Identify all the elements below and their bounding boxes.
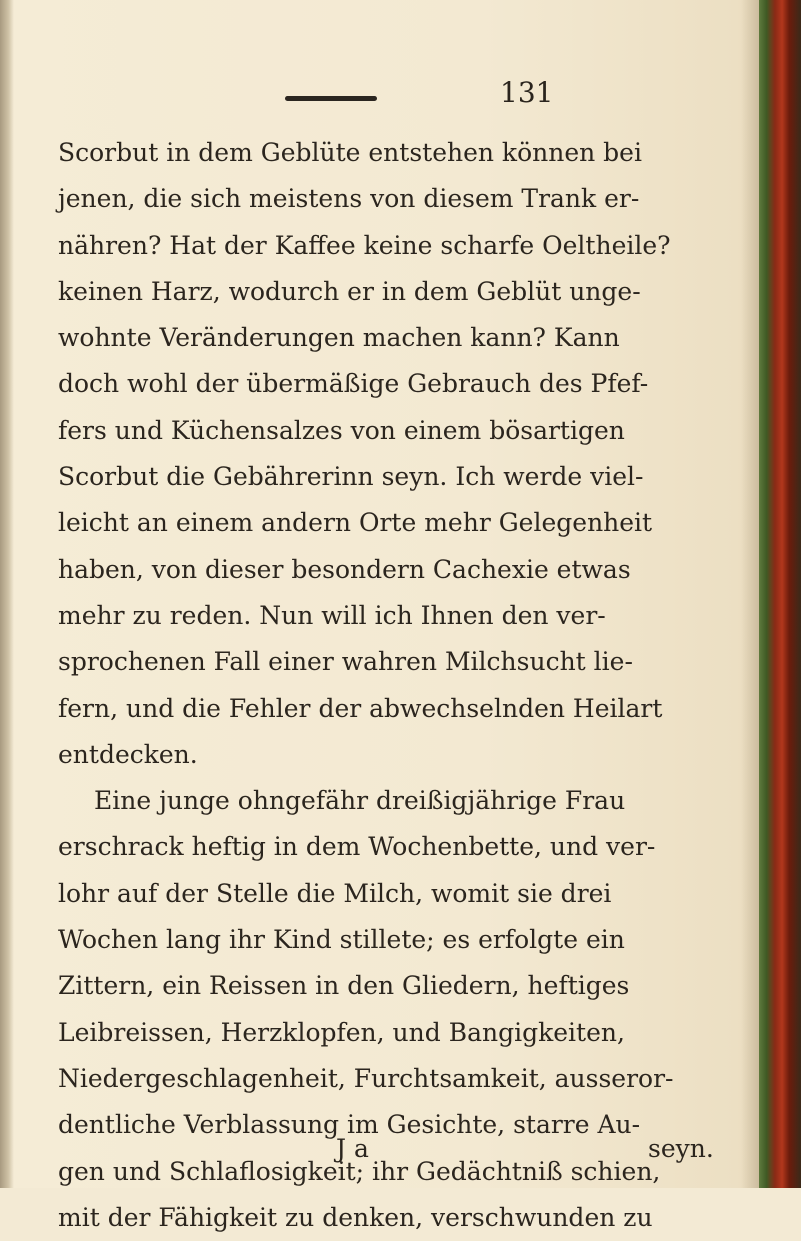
text-line: sprochenen Fall einer wahren Milchsucht lie-: [58, 647, 633, 677]
text-line: nähren? Hat der Kaffee keine scharfe Oeltheile?: [58, 230, 671, 260]
text-line: dentliche Verblassung im Gesichte, starre Au-: [58, 1110, 641, 1140]
text-line: keinen Harz, wodurch er in dem Geblüt unge-: [58, 276, 641, 306]
printer-signature-mark: J a: [336, 1134, 369, 1163]
text-line: mehr zu reden. Nun will ich Ihnen den ver-: [58, 600, 606, 630]
text-line: Scorbut in dem Geblüte entstehen können bei: [58, 138, 642, 167]
text-line: fers und Küchensalzes von einem bösartigen: [58, 415, 625, 445]
catchword: seyn.: [648, 1134, 714, 1163]
text-line: wohnte Veränderungen machen kann? Kann: [58, 323, 620, 353]
text-line: erschrack heftig in dem Wochenbette, und ver-: [58, 832, 656, 862]
text-line: entdecken.: [58, 739, 198, 769]
left-gutter-shadow: [0, 0, 14, 1188]
header-ornament-rule: [285, 96, 377, 101]
text-line: lohr auf der Stelle die Milch, womit sie drei: [58, 878, 612, 908]
paragraph-start-line: Eine junge ohngefähr dreißigjährige Frau: [94, 786, 626, 816]
text-line: Scorbut die Gebährerinn seyn. Ich werde viel-: [58, 462, 644, 492]
text-line: leicht an einem andern Orte mehr Gelegenheit: [58, 508, 653, 538]
text-line: Niedergeschlagenheit, Furchtsamkeit, ausseror-: [58, 1063, 674, 1093]
text-line: Zittern, ein Reissen in den Gliedern, heftiges: [58, 971, 630, 1001]
text-line: mit der Fähigkeit zu denken, verschwunden zu: [58, 1202, 653, 1232]
text-line: jenen, die sich meistens von diesem Trank er-: [58, 184, 640, 214]
text-line: haben, von dieser besondern Cachexie etwas: [58, 554, 631, 584]
book-cover-edge: [759, 0, 801, 1188]
text-line: doch wohl der übermäßige Gebrauch des Pfef-: [58, 369, 649, 399]
body-text: [58, 130, 748, 1241]
text-line: fern, und die Fehler der abwechselnden Heilart: [58, 693, 663, 723]
text-line: Wochen lang ihr Kind stillete; es erfolgte ein: [58, 925, 625, 955]
page-number: 131: [500, 76, 554, 109]
text-line: gen und Schlaflosigkeit; ihr Gedächtniß schien,: [58, 1156, 661, 1186]
text-line: Leibreissen, Herzklopfen, und Bangigkeiten,: [58, 1017, 625, 1047]
